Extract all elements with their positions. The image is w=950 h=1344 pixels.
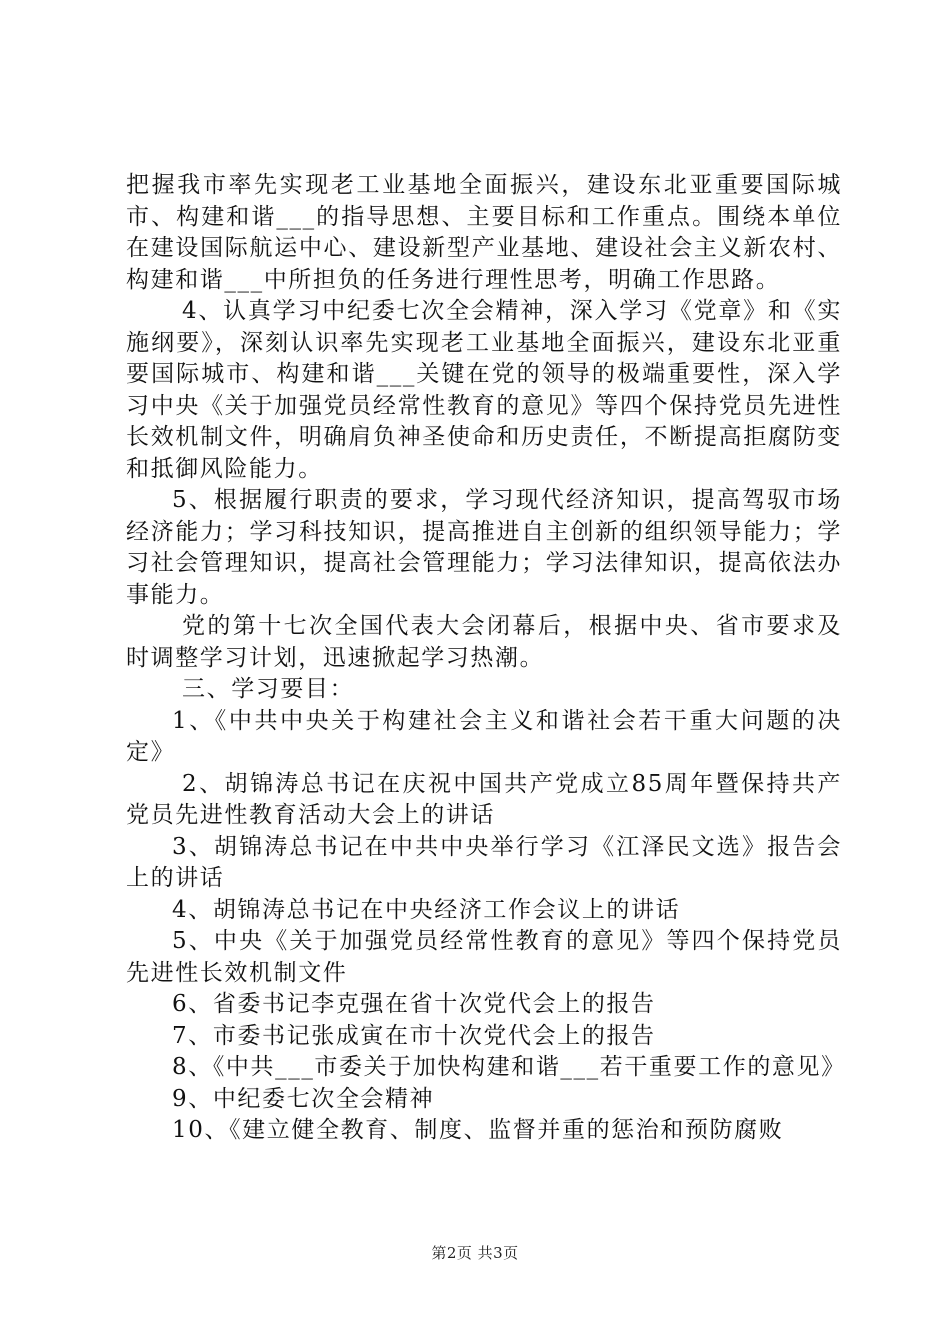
section-heading-study-list: 三、学习要目： xyxy=(182,676,355,702)
list-item: 3、胡锦涛总书记在中共中央举行学习《江泽民文选》报告会上的讲话 xyxy=(126,833,842,891)
page-footer: 第2页 共3页 xyxy=(431,1244,519,1262)
list-item: 10、《建立健全教育、制度、监督并重的惩治和预防腐败 xyxy=(172,1117,784,1143)
paragraph-guiding-thought: 把握我市率先实现老工业基地全面振兴，建设东北亚重要国际城市、构建和谐___的指导思想、主要目标和工作重点。围绕本单位在建设国际航运中心、建设新型产业基地、建设社会主义新农村、构建和谐___中所担负的任务进行理性思考，明确工作思路。 xyxy=(126,172,842,293)
list-item: 7、市委书记张成寅在市十次党代会上的报告 xyxy=(172,1022,656,1049)
document-body xyxy=(126,170,846,1147)
paragraph-congress: 党的第十七次全国代表大会闭幕后，根据中央、省市要求及时调整学习计划，迅速掀起学习热潮。 xyxy=(126,613,842,671)
paragraph-item-5: 5、根据履行职责的要求，学习现代经济知识，提高驾驭市场经济能力；学习科技知识，提高推进自主创新的组织领导能力；学习社会管理知识，提高社会管理能力；学习法律知识，提高依法办事能力。 xyxy=(126,487,842,608)
paragraph-item-4: 4、认真学习中纪委七次全会精神，深入学习《党章》和《实施纲要》，深刻认识率先实现老工业基地全面振兴，建设东北亚重要国际城市、构建和谐___关键在党的领导的极端重要性，深入学习中央《关于加强党员经常性教育的意见》等四个保持党员先进性长效机制文件，明确肩负神圣使命和历史责任，不断提高拒腐防变和抵御风险能力。 xyxy=(126,298,842,482)
list-item: 4、胡锦涛总书记在中央经济工作会议上的讲话 xyxy=(172,896,681,923)
list-item: 9、中纪委七次全会精神 xyxy=(172,1085,435,1112)
list-item: 5、中央《关于加强党员经常性教育的意见》等四个保持党员先进性长效机制文件 xyxy=(126,928,842,986)
list-item: 2、胡锦涛总书记在庆祝中国共产党成立85周年暨保持共产党员先进性教育活动大会上的讲话 xyxy=(126,770,842,828)
list-item: 6、省委书记李克强在省十次党代会上的报告 xyxy=(172,991,656,1017)
list-item: 8、《中共___市委关于加快构建和谐___若干重要工作的意见》 xyxy=(172,1054,846,1080)
list-item: 1、《中共中央关于构建社会主义和谐社会若干重大问题的决定》 xyxy=(126,707,842,765)
